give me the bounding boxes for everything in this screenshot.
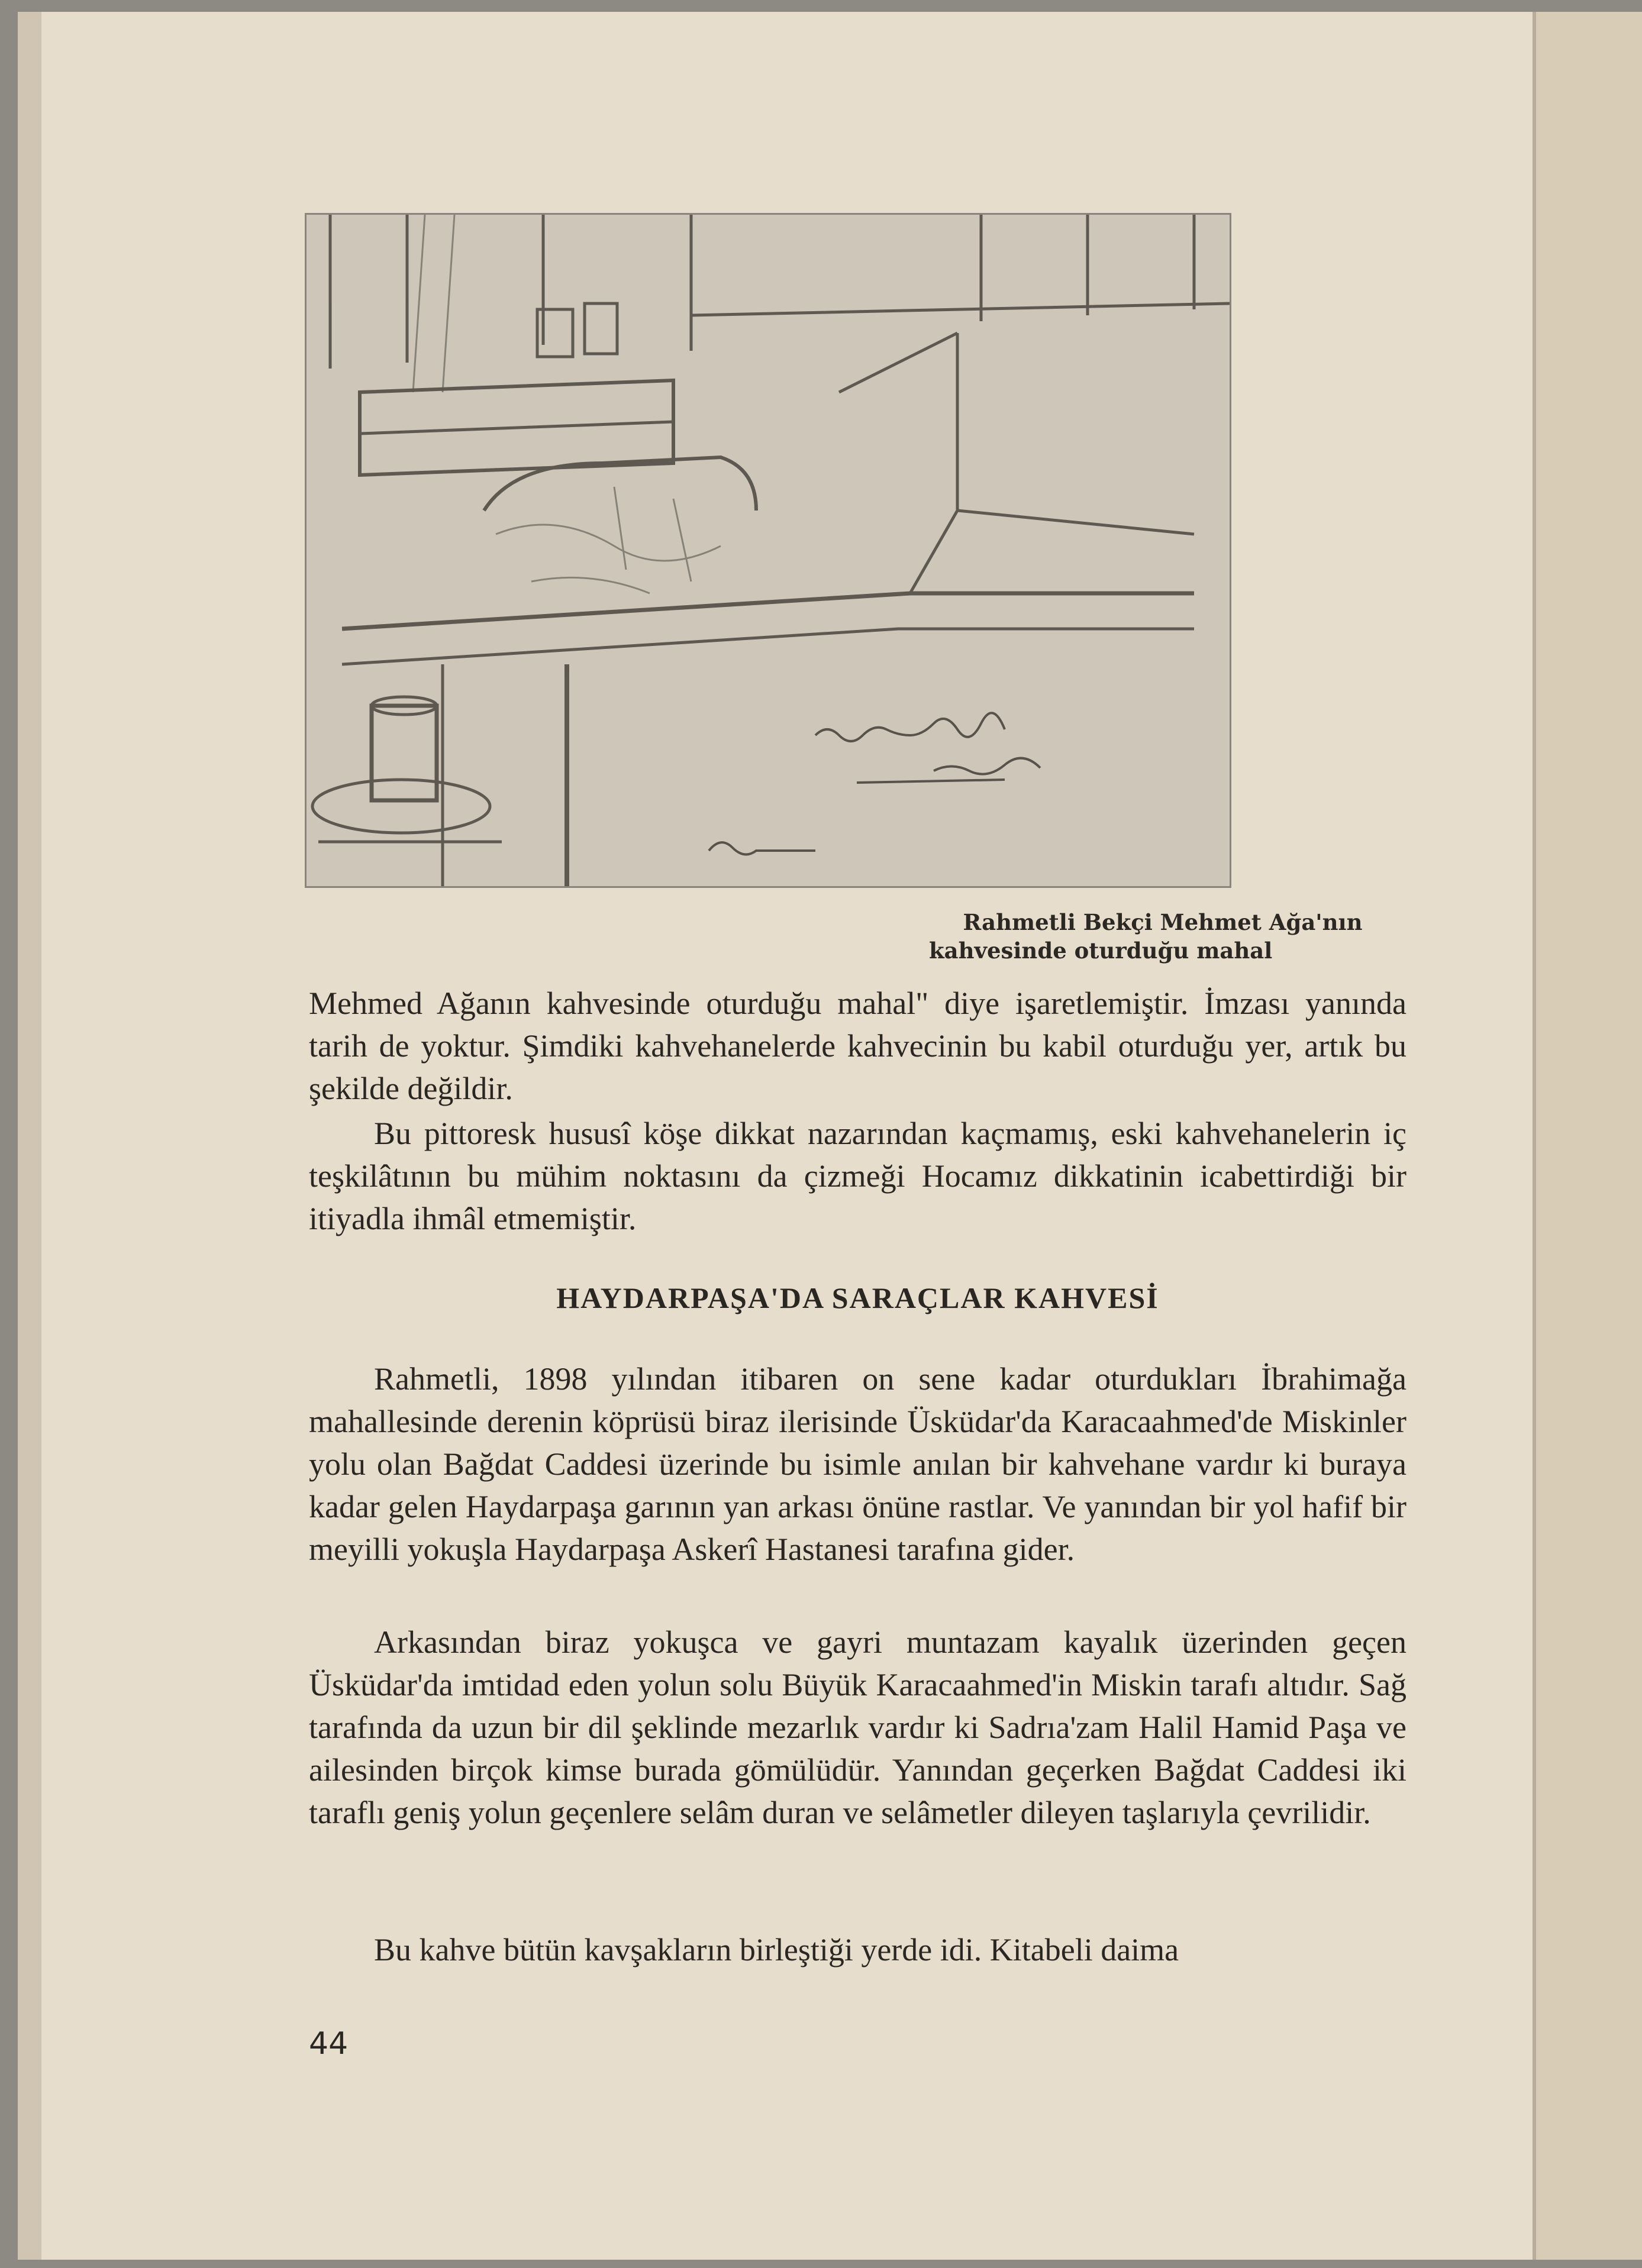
paragraph-3 bbox=[309, 1358, 1406, 1571]
paragraph-5 bbox=[309, 1928, 1406, 1971]
paragraph-4-text: Arkasından biraz yokuşca ve gayri muntazam kayalık üzerinden geçen Üsküdar'da imtidad eden yolun solu Büyük Karacaahmed'in Miskin tarafı altıdır. Sağ tarafında da uzun bir dil şeklinde mezarlık vardır ki Sadrıa'zam Halil Hamid Paşa ve ailesinden birçok kimse burada gömülüdür. Yanından geçerken Bağdat Caddesi iki taraflı geniş yolun geçenlere selâm duran ve selâmetler dileyen taşlarıyla çevrilidir. bbox=[309, 1624, 1406, 1830]
book-page-right bbox=[1533, 12, 1642, 2260]
paragraph-2-text: Bu pittoresk hususî köşe dikkat nazarından kaçmamış, eski kahvehanelerin iç teşkilâtının bu mühim noktasını da çizmeği Hocamız dikkatinin icabettirdiği bir itiyadla ihmâl etmemiştir. bbox=[309, 1116, 1406, 1236]
caption-line-1: Rahmetli Bekçi Mehmet Ağa'nın bbox=[963, 909, 1363, 935]
figure-caption bbox=[896, 908, 1429, 965]
caption-line-2: kahvesinde oturduğu mahal bbox=[929, 938, 1273, 964]
paragraph-1-text: Mehmed Ağanın kahvesinde oturduğu mahal" diye işaretlemiştir. İmzası yanında tarih de yoktur. Şimdiki kahvehanelerde kahvecinin bu kabil oturduğu yer, artık bu şekilde değildir. bbox=[309, 986, 1406, 1106]
paragraph-3-text: Rahmetli, 1898 yılından itibaren on sene kadar oturdukları İbrahimağa mahallesinde derenin köprüsü biraz ilerisinde Üsküdar'da Karacaahmed'de Miskinler yolu olan Bağdat Caddesi üzerinde bu isimle anılan bir kahvehane vardır ki buraya kadar gelen Haydarpaşa garının yan arkası önüne rastlar. Ve yanından bir yol hafif bir meyilli yokuşla Haydarpaşa Askerî Hastanesi tarafına gider. bbox=[309, 1361, 1406, 1567]
paragraph-2 bbox=[309, 1112, 1406, 1240]
pencil-sketch-illustration bbox=[305, 213, 1231, 888]
page-number: 44 bbox=[309, 2026, 349, 2062]
section-heading: HAYDARPAŞA'DA SARAÇLAR KAHVESİ bbox=[556, 1281, 1159, 1314]
sketch-drawing bbox=[307, 215, 1230, 886]
paragraph-5-text: Bu kahve bütün kavşakların birleştiği yerde idi. Kitabeli daima bbox=[374, 1932, 1179, 1967]
paragraph-1 bbox=[309, 982, 1406, 1110]
paragraph-4 bbox=[309, 1621, 1406, 1834]
